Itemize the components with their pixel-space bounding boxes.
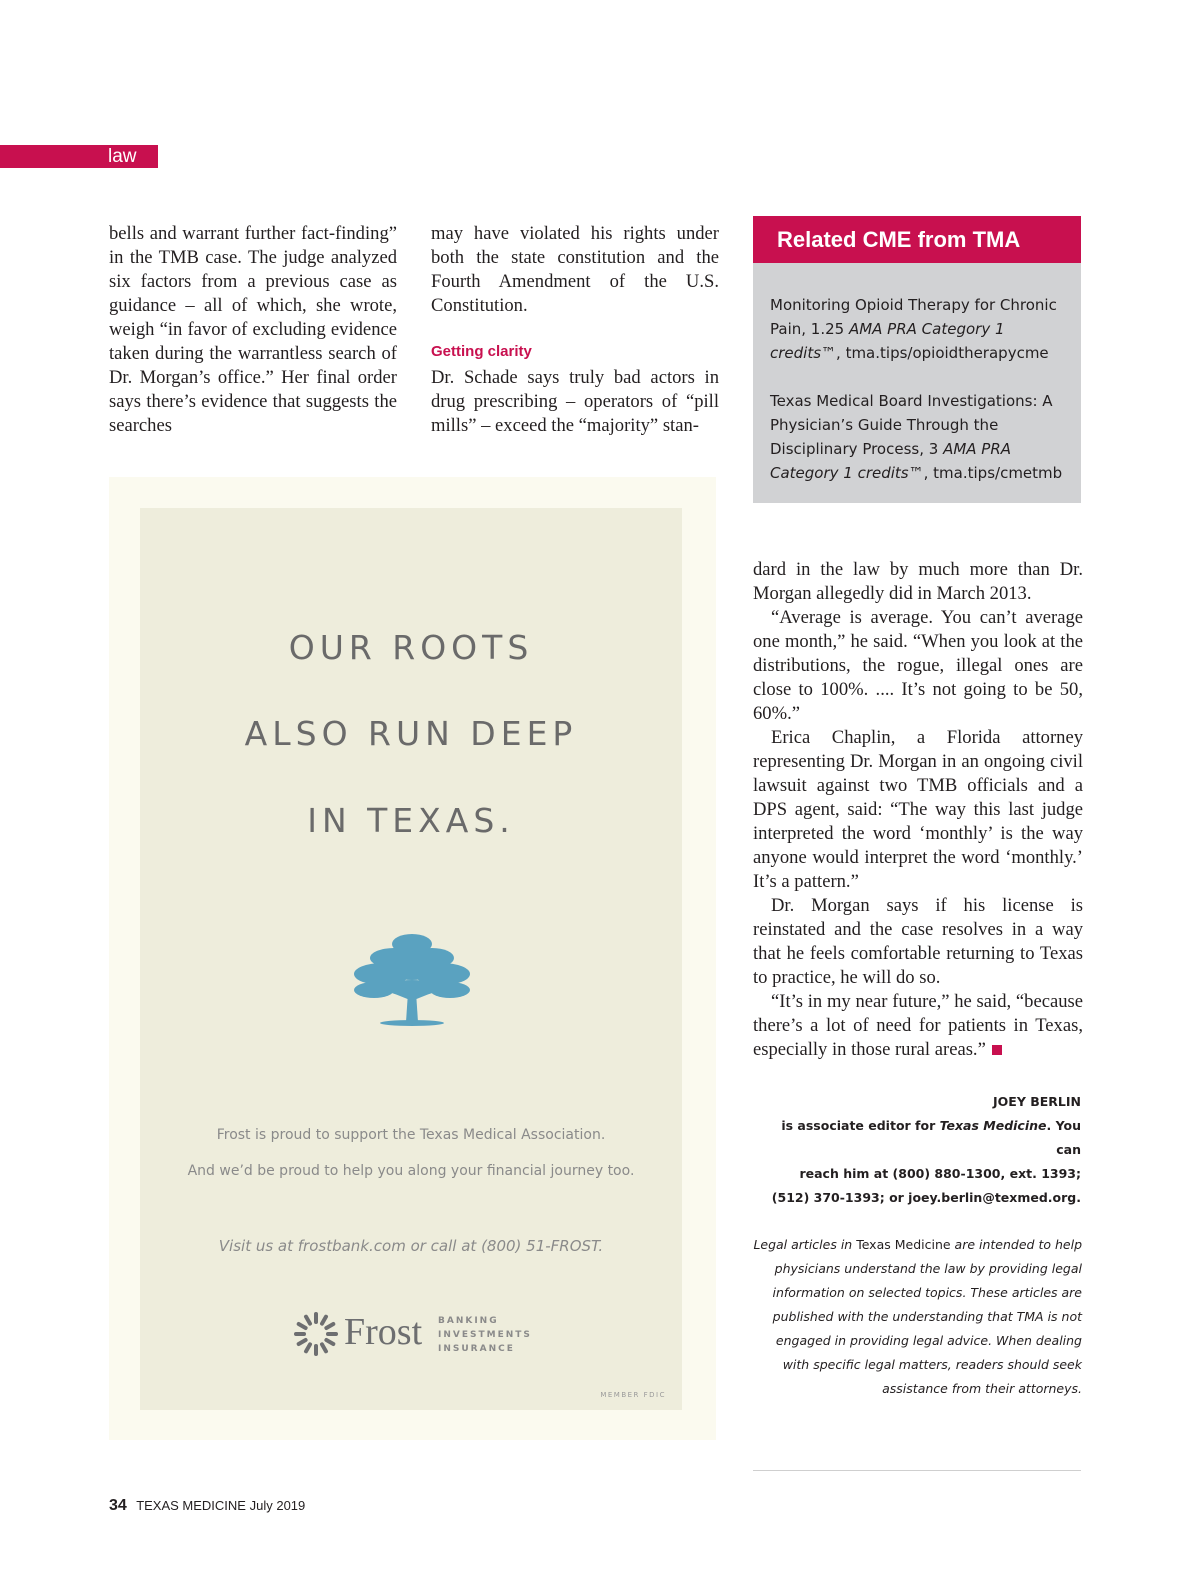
divider <box>753 1470 1081 1471</box>
cme-item1-link[interactable]: , tma.tips/opioidtherapycme <box>836 344 1049 362</box>
column3-p1: dard in the law by much more than Dr. Morgan allegedly did in March 2013. <box>753 559 1083 604</box>
member-fdic: MEMBER FDIC <box>600 1391 666 1399</box>
disclaimer-publication: Texas Medicine <box>856 1237 951 1252</box>
author-bio-post: . You can <box>1046 1118 1081 1157</box>
column2-text-2: Dr. Schade says truly bad actors in drug prescribing – operators of “pill mills” – exceed the “majority” stan- <box>431 367 719 436</box>
cme-item-tmb[interactable] <box>770 389 1067 485</box>
frost-starburst-icon <box>292 1310 340 1358</box>
disclaimer-post: are intended to help physicians understand the law by providing legal information on selected topics. These articles are published with the understanding that TMA is not engaged in providing legal advice. When dealing with specific legal matters, readers should seek assistance from their attorneys. <box>772 1237 1082 1396</box>
article-column-1 <box>109 222 397 438</box>
oak-tree-icon <box>352 930 472 1030</box>
page-number: 34 <box>109 1497 127 1514</box>
cme-item1-credits: AMA PRA Category 1 credits™ <box>770 320 1005 362</box>
article-column-3 <box>753 558 1083 1062</box>
cme-item2-credits: AMA PRA Category 1 credits™ <box>770 440 1012 482</box>
issue-date: July 2019 <box>249 1498 306 1513</box>
author-bio-publication: Texas Medicine <box>939 1118 1047 1133</box>
frost-advertisement <box>109 477 716 1440</box>
author-bio-line2: reach him at (800) 880-1300, ext. 1393; <box>799 1166 1081 1181</box>
legal-disclaimer <box>753 1233 1082 1401</box>
column3-p5-text: “It’s in my near future,” he said, “because there’s a lot of need for patients in Texas, especially in those rural areas.” <box>753 991 1083 1060</box>
ad-panel <box>140 508 682 1410</box>
frost-tag-banking: BANKING <box>438 1316 499 1326</box>
frost-tag-investments: INVESTMENTS <box>438 1330 532 1340</box>
cme-item2-link[interactable]: , tma.tips/cmetmb <box>923 464 1063 482</box>
author-bio-line1 <box>753 1114 1081 1162</box>
ad-visit-line[interactable]: Visit us at frostbank.com or call at (800) 51-FROST. <box>218 1237 604 1255</box>
cme-item-opioid[interactable] <box>770 293 1067 365</box>
column3-p4: Dr. Morgan says if his license is reinstated and the case resolves in a way that he feels comfortable returning to Texas to practice, he will do so. <box>753 895 1083 988</box>
frost-logo <box>292 1308 542 1360</box>
author-bio-pre: is associate editor for <box>781 1118 940 1133</box>
ad-support-line2: And we’d be proud to help you along your financial journey too. <box>187 1163 635 1179</box>
cme-item2-text: Texas Medical Board Investigations: A Physician’s Guide Through the Disciplinary Process, 3 <box>770 392 1053 458</box>
cme-item1-text: Monitoring Opioid Therapy for Chronic Pain, 1.25 <box>770 296 1057 338</box>
author-byline <box>753 1090 1081 1210</box>
page-footer <box>109 1497 305 1515</box>
frost-taglines <box>438 1314 532 1356</box>
ad-headline-line1: OUR ROOTS <box>288 628 534 667</box>
column1-text: bells and warrant further fact-finding” in the TMB case. The judge analyzed six factors from a previous case as guidance – all of which, she wrote, weigh “in favor of excluding evidence taken during the warrantless search of Dr. Morgan’s office.” Her final order says there’s evidence that suggests the searches <box>109 223 397 436</box>
author-bio-line3[interactable]: (512) 370-1393; or joey.berlin@texmed.org. <box>771 1190 1081 1205</box>
author-name: JOEY BERLIN <box>993 1094 1081 1109</box>
subhead-getting-clarity: Getting clarity <box>431 343 532 360</box>
ad-support-line1: Frost is proud to support the Texas Medical Association. <box>216 1127 606 1143</box>
disclaimer-pre: Legal articles in <box>753 1237 857 1252</box>
publication-name: TEXAS MEDICINE <box>136 1498 246 1513</box>
frost-tag-insurance: INSURANCE <box>438 1344 515 1354</box>
cme-title: Related CME from TMA <box>753 216 1081 263</box>
frost-wordmark: Frost <box>344 1311 423 1353</box>
section-label: law <box>0 145 158 168</box>
ad-headline-line2: ALSO RUN DEEP <box>244 714 578 753</box>
column3-p3: Erica Chaplin, a Florida attorney representing Dr. Morgan in an ongoing civil lawsuit against two TMB officials and a DPS agent, said: “The way this last judge interpreted the word ‘monthly’ is the way anyone would interpret the word ‘monthly.’ It’s a pattern.” <box>753 727 1083 892</box>
column3-p5 <box>753 990 1083 1062</box>
column3-p2: “Average is average. You can’t average one month,” he said. “When you look at the distributions, the rogue, illegal ones are close to 100%. .... It’s not going to be 50, 60%.” <box>753 607 1083 724</box>
end-of-article-icon <box>992 1045 1002 1055</box>
ad-headline-line3: IN TEXAS. <box>307 801 515 840</box>
column2-text: may have violated his rights under both the state constitution and the Fourth Amendment of the U.S. Constitution. <box>431 223 719 316</box>
article-column-2 <box>431 222 719 438</box>
related-cme-box <box>753 216 1081 503</box>
